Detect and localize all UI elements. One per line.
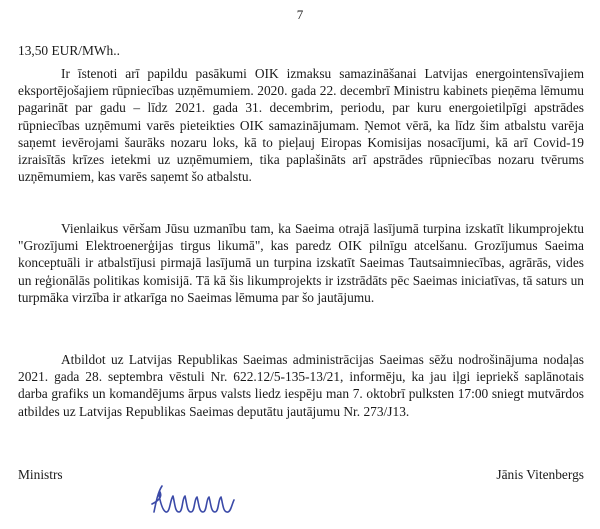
lead-line: 13,50 EUR/MWh..: [18, 43, 120, 58]
signatory-title: Ministrs: [18, 467, 63, 482]
paragraph-reply: Atbildot uz Latvijas Republikas Saeimas administrācijas Saeimas sēžu nodrošinājuma nodaļas 2021. gada 28. septembra vēstuli Nr. 622.12/5-135-13/21, informēju, ka jau iļgi iepriekš saplānotais darba grafiks un komandējums ārpus valsts liedz iespēju man 7. oktobrī pulksten 17:00 sniegt mutvārdos atbildes uz Latvijas Republikas Saeimas deputātu jautājumu Nr. 273/J13.: [18, 352, 584, 419]
handwritten-signature: [148, 482, 238, 520]
page-number: 7: [296, 7, 304, 22]
signatory-name: Jānis Vitenbergs: [496, 467, 584, 482]
paragraph-oik-measures: Ir īstenoti arī papildu pasākumi OIK izmaksu samazināšanai Latvijas energointensīvajiem eksportējošajiem rūpniecības uzņēmumiem. 2020. gada 22. decembrī Ministru kabinets pieņēma lēmumu pagarināt par gadu – līdz 2021. gada 31. decembrim, periodu, par kuru energoietilpīgi apstrādes rūpniecības uzņēmumi varēs pieteikties OIK samazinājumam. Ņemot vērā, ka līdz šim atbalstu varēja saņemt ievērojami šaurāks nozaru loks, kā to pieļauj Eiropas Komisijas nosacījumi, kā arī Covid-19 izraisītās krīzes ietekmi uz uzņēmumiem, tika paplašināts arī apstrādes rūpniecības nozaru tvērums uzņēmumiem, kas varēs saņemt šo atbalstu.: [18, 66, 584, 185]
paragraph-draft-law: Vienlaikus vēršam Jūsu uzmanību tam, ka Saeima otrajā lasījumā turpina izskatīt likumprojektu "Grozījumi Elektroenerģijas tirgus likumā", kas paredz OIK pilnīgu atcelšanu. Grozījumus Saeima konceptuāli ir atbalstījusi pirmajā lasījumā un turpina izskatīt Saeimas Tautsaimniecības, agrārās, vides un reģionālās politikas komisijā. Tā kā šis likumprojekts ir izstrādāts pēc Saeimas iniciatīvas, tā saturs un turpmāka virzība ir atkarīga no Saeimas lēmuma par šo jautājumu.: [18, 221, 584, 305]
